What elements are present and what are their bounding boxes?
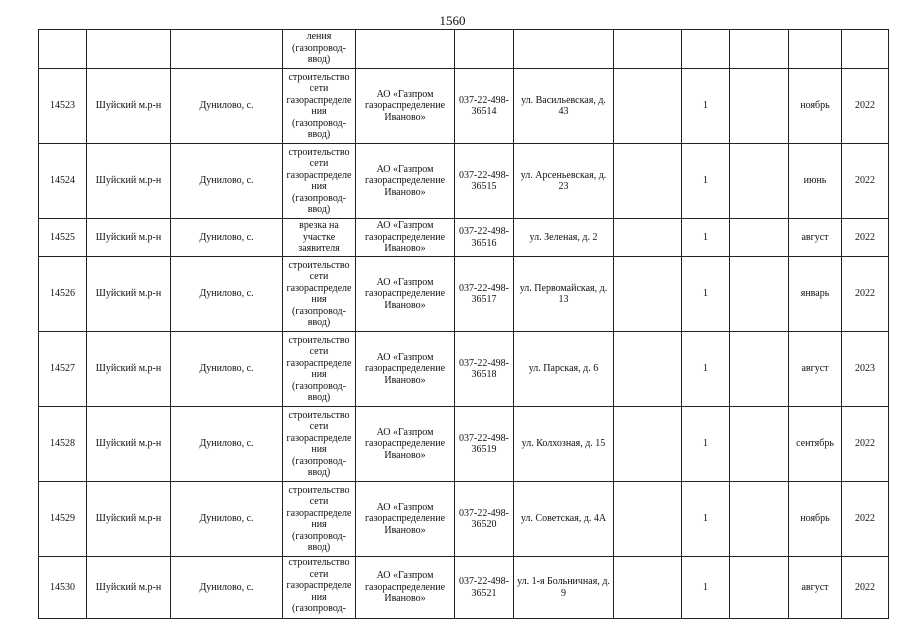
cell-work-type: строительство сети газораспределения (газопровод-ввод) [283, 332, 356, 407]
cell-year: 2022 [842, 482, 889, 557]
table-row [39, 482, 889, 557]
cell-year: 2023 [842, 332, 889, 407]
cell-work-type: строительство сети газораспределения (газопровод-ввод) [283, 482, 356, 557]
cell-code: 037-22-498-36516 [455, 219, 514, 257]
cell-year: 2022 [842, 257, 889, 332]
cell-organization: АО «Газпром газораспределение Иваново» [356, 69, 455, 144]
table-row [39, 257, 889, 332]
cell-work-type: строительство сети газораспределения (газопровод-ввод) [283, 407, 356, 482]
cell-year: 2022 [842, 557, 889, 619]
cell-empty [614, 219, 682, 257]
cell-empty [730, 557, 789, 619]
cell-code: 037-22-498-36518 [455, 332, 514, 407]
cell-work-type: врезка на участке заявителя [283, 219, 356, 257]
cell-id: 14526 [39, 257, 87, 332]
cell-empty [39, 30, 87, 69]
cell-empty [614, 407, 682, 482]
cell-settlement: Дунилово, с. [171, 557, 283, 619]
cell-empty [730, 69, 789, 144]
cell-month: август [789, 557, 842, 619]
cell-empty [730, 482, 789, 557]
cell-work-type-continued: ления (газопровод-ввод) [283, 30, 356, 69]
cell-empty [789, 30, 842, 69]
cell-organization: АО «Газпром газораспределение Иваново» [356, 332, 455, 407]
cell-empty [514, 30, 614, 69]
cell-code: 037-22-498-36519 [455, 407, 514, 482]
cell-id: 14527 [39, 332, 87, 407]
cell-code: 037-22-498-36517 [455, 257, 514, 332]
cell-quantity: 1 [682, 407, 730, 482]
cell-id: 14530 [39, 557, 87, 619]
cell-month: январь [789, 257, 842, 332]
cell-empty [614, 557, 682, 619]
cell-organization: АО «Газпром газораспределение Иваново» [356, 144, 455, 219]
cell-empty [682, 30, 730, 69]
cell-settlement: Дунилово, с. [171, 144, 283, 219]
cell-organization: АО «Газпром газораспределение Иваново» [356, 257, 455, 332]
cell-settlement: Дунилово, с. [171, 69, 283, 144]
cell-id: 14525 [39, 219, 87, 257]
cell-empty [614, 69, 682, 144]
cell-quantity: 1 [682, 69, 730, 144]
cell-address: ул. Советская, д. 4А [514, 482, 614, 557]
cell-district: Шуйский м.р-н [87, 332, 171, 407]
cell-quantity: 1 [682, 219, 730, 257]
cell-year: 2022 [842, 407, 889, 482]
cell-empty [730, 144, 789, 219]
cell-empty [842, 30, 889, 69]
cell-address: ул. Колхозная, д. 15 [514, 407, 614, 482]
cell-id: 14529 [39, 482, 87, 557]
cell-empty [87, 30, 171, 69]
cell-empty [730, 219, 789, 257]
cell-id: 14528 [39, 407, 87, 482]
cell-empty [730, 30, 789, 69]
cell-code: 037-22-498-36514 [455, 69, 514, 144]
cell-empty [730, 332, 789, 407]
table-row [39, 219, 889, 257]
cell-empty [614, 144, 682, 219]
cell-settlement: Дунилово, с. [171, 482, 283, 557]
cell-id: 14524 [39, 144, 87, 219]
cell-month: ноябрь [789, 482, 842, 557]
cell-empty [614, 482, 682, 557]
cell-work-type: строительство сети газораспределения (газопровод-ввод) [283, 69, 356, 144]
cell-district: Шуйский м.р-н [87, 257, 171, 332]
table-row [39, 144, 889, 219]
cell-work-type: строительство сети газораспределения (газопровод-ввод) [283, 257, 356, 332]
cell-settlement: Дунилово, с. [171, 332, 283, 407]
cell-organization: АО «Газпром газораспределение Иваново» [356, 219, 455, 257]
cell-code: 037-22-498-36521 [455, 557, 514, 619]
cell-work-type: строительство сети газораспределения (газопровод-ввод) [283, 144, 356, 219]
table-row [39, 407, 889, 482]
cell-organization: АО «Газпром газораспределение Иваново» [356, 557, 455, 619]
cell-empty [614, 257, 682, 332]
cell-code: 037-22-498-36520 [455, 482, 514, 557]
cell-organization: АО «Газпром газораспределение Иваново» [356, 482, 455, 557]
cell-empty [730, 407, 789, 482]
cell-district: Шуйский м.р-н [87, 69, 171, 144]
cell-district: Шуйский м.р-н [87, 557, 171, 619]
cell-empty [730, 257, 789, 332]
cell-empty [455, 30, 514, 69]
table-row [39, 332, 889, 407]
cell-address: ул. Зеленая, д. 2 [514, 219, 614, 257]
cell-district: Шуйский м.р-н [87, 482, 171, 557]
cell-settlement: Дунилово, с. [171, 407, 283, 482]
cell-settlement: Дунилово, с. [171, 257, 283, 332]
cell-month: ноябрь [789, 69, 842, 144]
cell-code: 037-22-498-36515 [455, 144, 514, 219]
cell-district: Шуйский м.р-н [87, 144, 171, 219]
table-row-continuation [39, 30, 889, 69]
cell-empty [356, 30, 455, 69]
cell-settlement: Дунилово, с. [171, 219, 283, 257]
cell-quantity: 1 [682, 482, 730, 557]
cell-quantity: 1 [682, 144, 730, 219]
cell-empty [614, 30, 682, 69]
cell-empty [171, 30, 283, 69]
cell-month: сентябрь [789, 407, 842, 482]
cell-month: август [789, 332, 842, 407]
cell-district: Шуйский м.р-н [87, 407, 171, 482]
cell-address: ул. 1-я Больничная, д. 9 [514, 557, 614, 619]
cell-year: 2022 [842, 144, 889, 219]
cell-quantity: 1 [682, 557, 730, 619]
table-body [39, 30, 889, 619]
page-number: 1560 [439, 13, 466, 28]
cell-address: ул. Арсеньевская, д. 23 [514, 144, 614, 219]
cell-address: ул. Первомайская, д. 13 [514, 257, 614, 332]
table-row [39, 69, 889, 144]
cell-year: 2022 [842, 69, 889, 144]
cell-work-type: строительство сети газораспределения (газопровод- [283, 557, 356, 619]
cell-id: 14523 [39, 69, 87, 144]
cell-month: август [789, 219, 842, 257]
cell-month: июнь [789, 144, 842, 219]
cell-year: 2022 [842, 219, 889, 257]
table-row [39, 557, 889, 619]
cell-address: ул. Парская, д. 6 [514, 332, 614, 407]
cell-quantity: 1 [682, 257, 730, 332]
registry-table [38, 29, 889, 619]
cell-quantity: 1 [682, 332, 730, 407]
cell-district: Шуйский м.р-н [87, 219, 171, 257]
cell-address: ул. Васильевская, д. 43 [514, 69, 614, 144]
cell-organization: АО «Газпром газораспределение Иваново» [356, 407, 455, 482]
cell-empty [614, 332, 682, 407]
